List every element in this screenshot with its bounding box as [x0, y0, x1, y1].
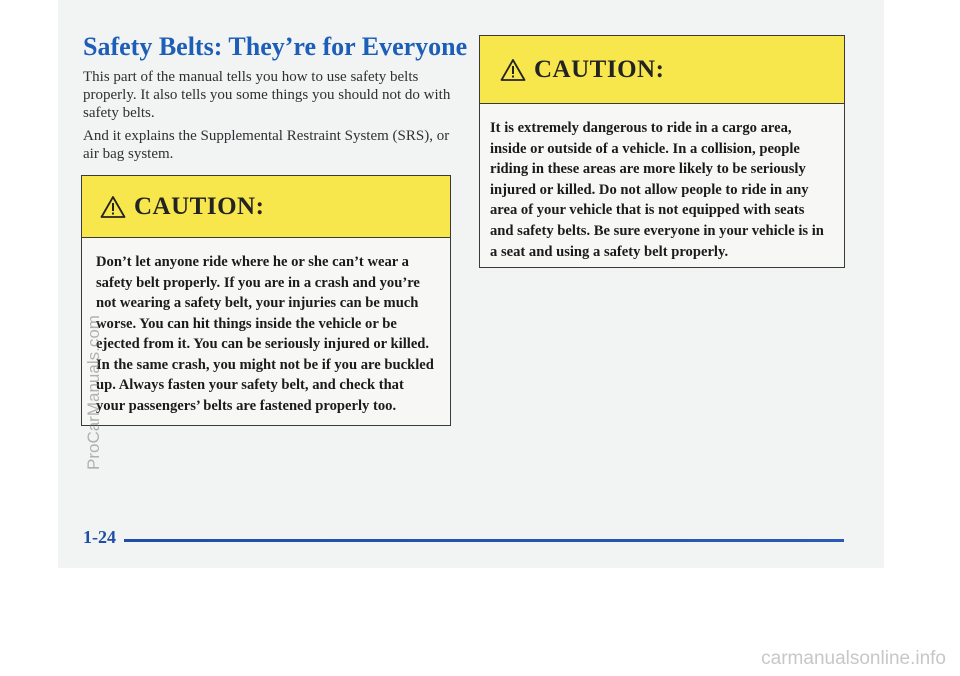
page-number: 1-24 — [83, 527, 116, 547]
caution-box-belts — [81, 175, 451, 426]
caution-box-cargo — [479, 35, 845, 268]
page-title: Safety Belts: They’re for Everyone — [83, 32, 468, 61]
intro-paragraph-2: And it explains the Supplemental Restraint System (SRS), or air bag system. — [83, 128, 450, 162]
vertical-watermark: ProCarManuals.com — [84, 315, 103, 470]
caution-text: Don’t let anyone ride where he or she can’t wear a safety belt properly. If you are in a crash and you’re not wearing a safety belt, your injuries can be much worse. You can hit things inside the vehicle or be ejected from it. You can be seriously injured or killed. In the same crash, you might not be if you are buckled up. Always fasten your safety belt, and check that your passengers’ belts are fastened properly too. — [96, 254, 434, 414]
caution-header — [82, 176, 450, 238]
intro-paragraph-1: This part of the manual tells you how to use safety belts properly. It also tells you some things you should not do with safety belts. — [83, 69, 451, 121]
warning-triangle-icon — [500, 58, 526, 82]
footer-rule — [124, 539, 844, 542]
caution-text: It is extremely dangerous to ride in a cargo area, inside or outside of a vehicle. In a collision, people riding in these areas are more likely to be seriously injured or killed. Do not allow people to ride in any area of your vehicle that is not equipped with seats and safety belts. Be sure everyone in your vehicle is in a seat and using a safety belt properly. — [490, 120, 824, 260]
caution-label: CAUTION: — [134, 192, 265, 220]
caution-header — [480, 36, 844, 104]
corner-watermark: carmanualsonline.info — [761, 648, 946, 669]
caution-label: CAUTION: — [534, 55, 665, 83]
warning-triangle-icon — [100, 195, 126, 219]
